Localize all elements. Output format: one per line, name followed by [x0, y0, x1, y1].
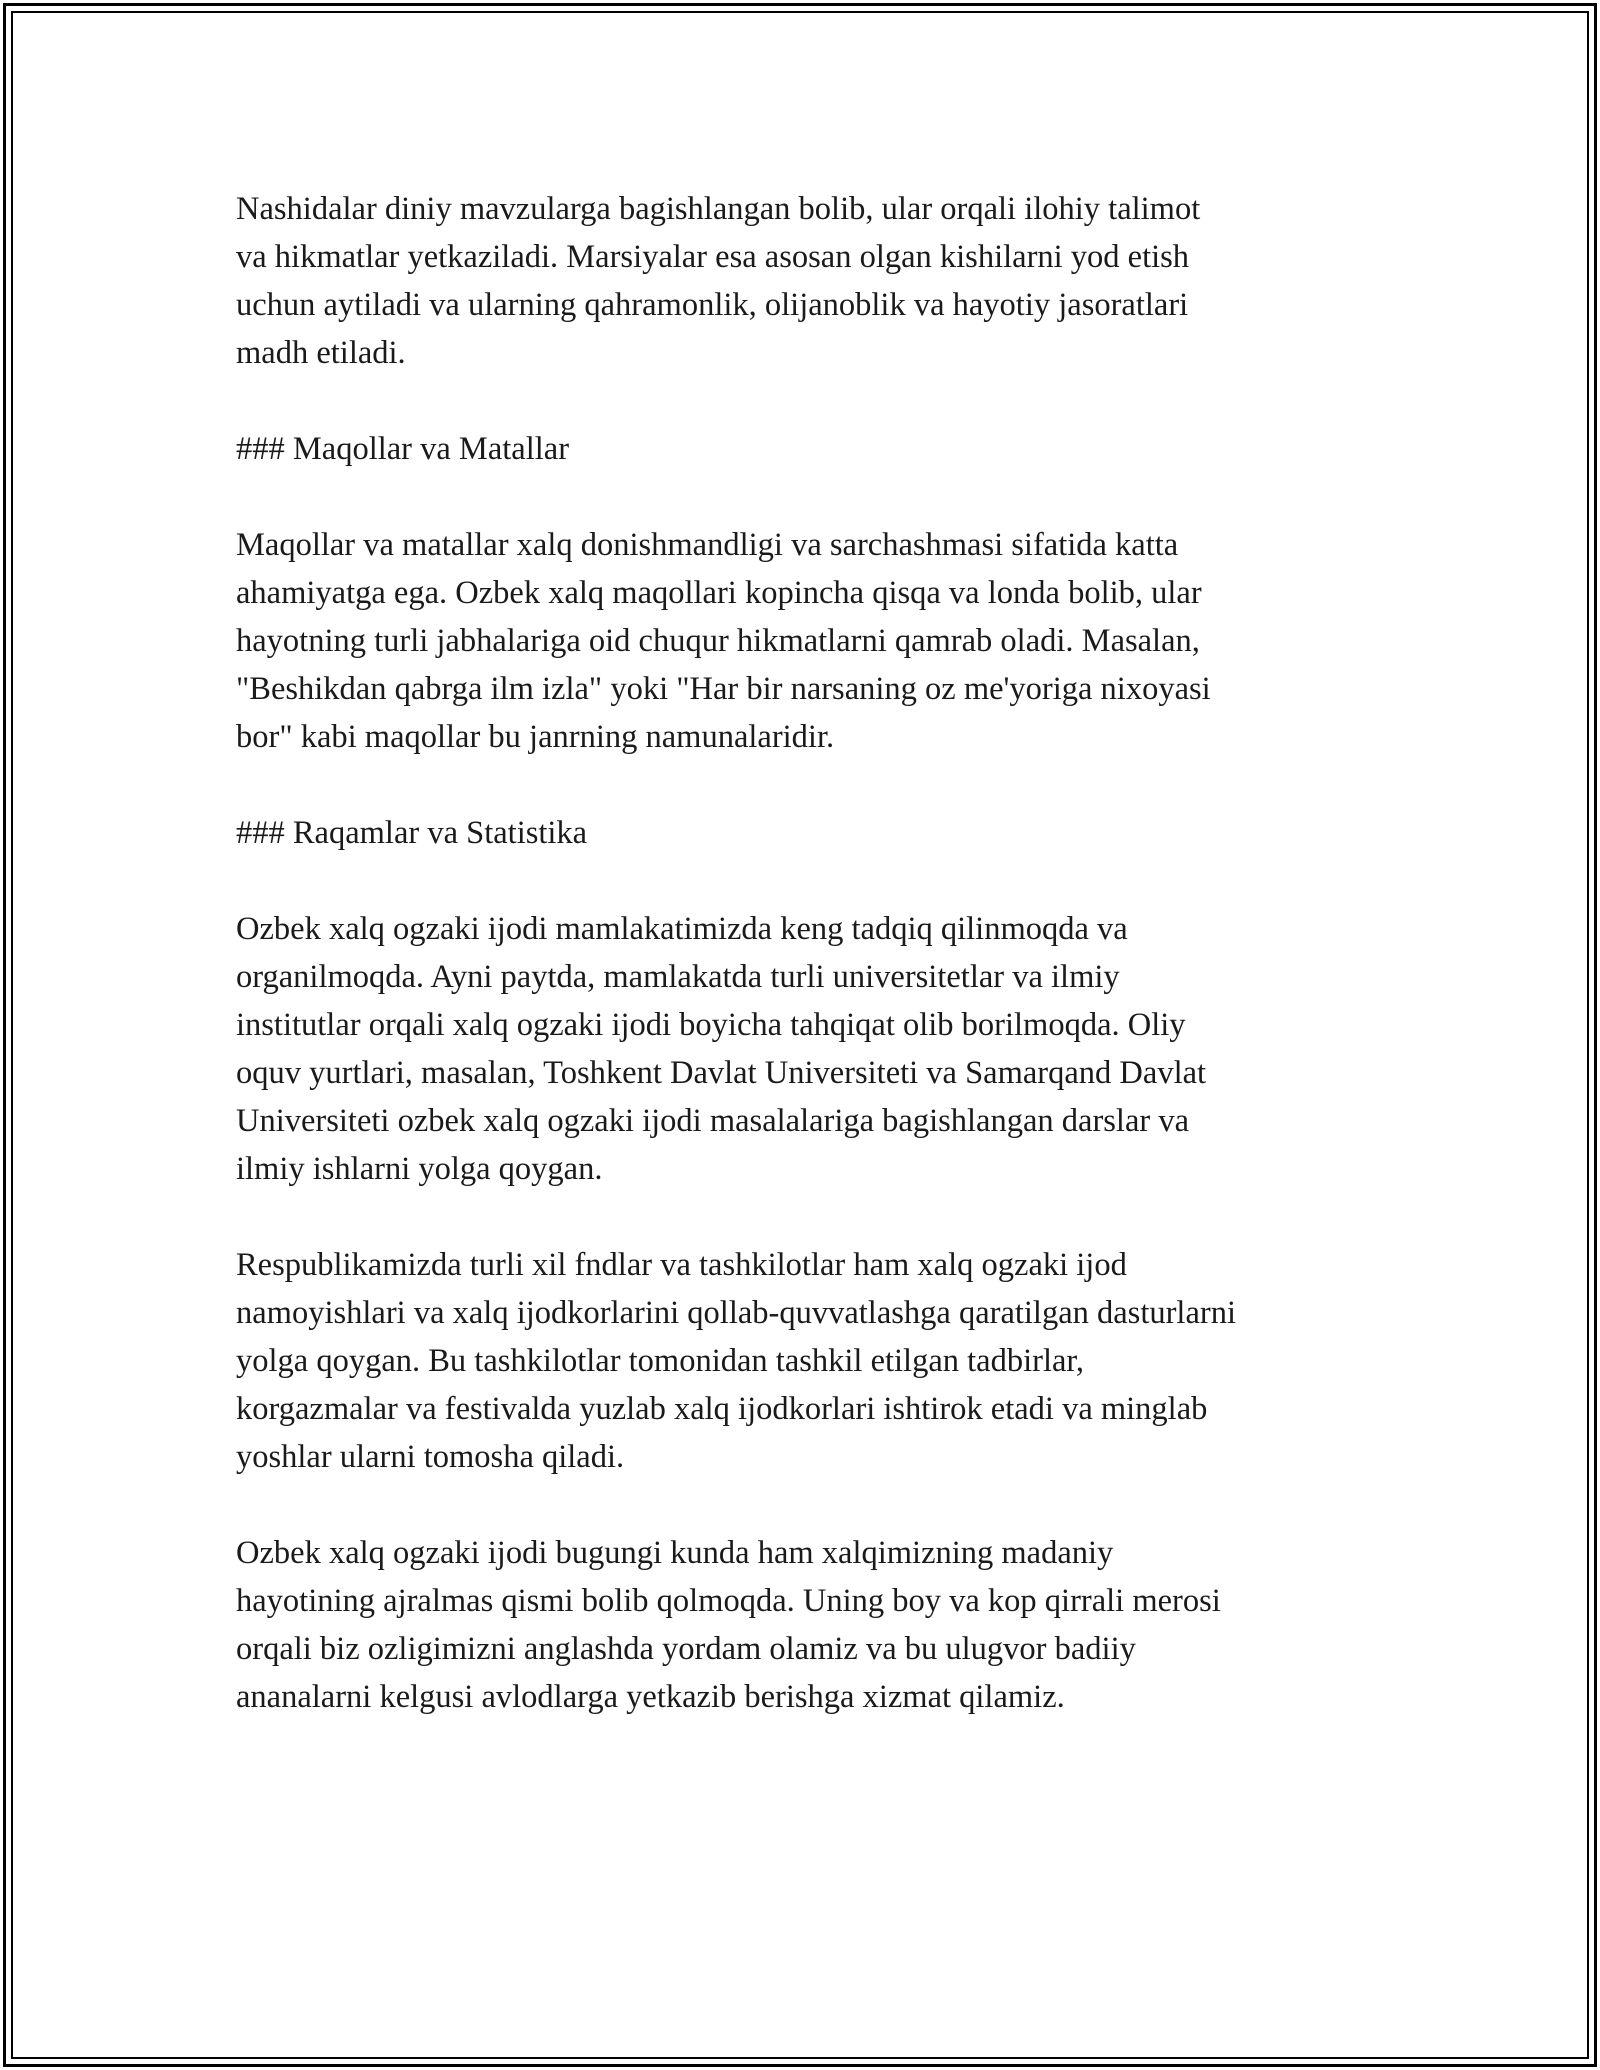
section-heading	[236, 809, 1386, 857]
text-line: va hikmatlar yetkaziladi. Marsiyalar esa asosan olgan kishilarni yod etish	[236, 239, 1190, 275]
text-line: yoshlar ularni tomosha qiladi.	[236, 1439, 625, 1475]
text-line: Respublikamizda turli xil fndlar va tashkilotlar ham xalq ogzaki ijod	[236, 1247, 1127, 1283]
text-line: "Beshikdan qabrga ilm izla" yoki "Har bir narsaning oz me'yoriga nixoyasi	[236, 671, 1211, 707]
text-line: namoyishlari va xalq ijodkorlarini qollab-quvvatlashga qaratilgan dasturlarni	[236, 1295, 1236, 1331]
heading-text: ### Maqollar va Matallar	[236, 431, 570, 467]
text-line: Nashidalar diniy mavzularga bagishlangan bolib, ular orqali ilohiy talimot	[236, 191, 1201, 227]
text-line: korgazmalar va festivalda yuzlab xalq ijodkorlari ishtirok etadi va minglab	[236, 1391, 1208, 1427]
text-line: yolga qoygan. Bu tashkilotlar tomonidan tashkil etilgan tadbirlar,	[236, 1343, 1085, 1379]
text-line: organilmoqda. Ayni paytda, mamlakatda turli universitetlar va ilmiy	[236, 959, 1120, 995]
heading-text: ### Raqamlar va Statistika	[236, 815, 588, 851]
paragraph	[236, 521, 1386, 761]
text-line: Maqollar va matallar xalq donishmandligi va sarchashmasi sifatida katta	[236, 527, 1179, 563]
paragraph	[236, 1529, 1386, 1721]
text-line: hayotining ajralmas qismi bolib qolmoqda. Uning boy va kop qirrali merosi	[236, 1583, 1221, 1619]
text-line: ilmiy ishlarni yolga qoygan.	[236, 1151, 603, 1187]
text-line: Ozbek xalq ogzaki ijodi bugungi kunda ham xalqimizning madaniy	[236, 1535, 1114, 1571]
text-line: institutlar orqali xalq ogzaki ijodi boyicha tahqiqat olib borilmoqda. Oliy	[236, 1007, 1186, 1043]
text-line: madh etiladi.	[236, 335, 406, 371]
text-line: Ozbek xalq ogzaki ijodi mamlakatimizda keng tadqiq qilinmoqda va	[236, 911, 1128, 947]
paragraph	[236, 905, 1386, 1193]
text-line: bor" kabi maqollar bu janrning namunalaridir.	[236, 719, 835, 755]
text-line: ahamiyatga ega. Ozbek xalq maqollari kopincha qisqa va londa bolib, ular	[236, 575, 1202, 611]
section-heading	[236, 425, 1386, 473]
paragraph	[236, 185, 1386, 377]
text-line: ananalarni kelgusi avlodlarga yetkazib berishga xizmat qilamiz.	[236, 1679, 1065, 1715]
document-body	[236, 185, 1386, 1769]
text-line: oquv yurtlari, masalan, Toshkent Davlat Universiteti va Samarqand Davlat	[236, 1055, 1207, 1091]
text-line: Universiteti ozbek xalq ogzaki ijodi masalalariga bagishlangan darslar va	[236, 1103, 1190, 1139]
text-line: uchun aytiladi va ularning qahramonlik, olijanoblik va hayotiy jasoratlari	[236, 287, 1189, 323]
text-line: orqali biz ozligimizni anglashda yordam olamiz va bu ulugvor badiiy	[236, 1631, 1136, 1667]
text-line: hayotning turli jabhalariga oid chuqur hikmatlarni qamrab oladi. Masalan,	[236, 623, 1200, 659]
paragraph	[236, 1241, 1386, 1481]
